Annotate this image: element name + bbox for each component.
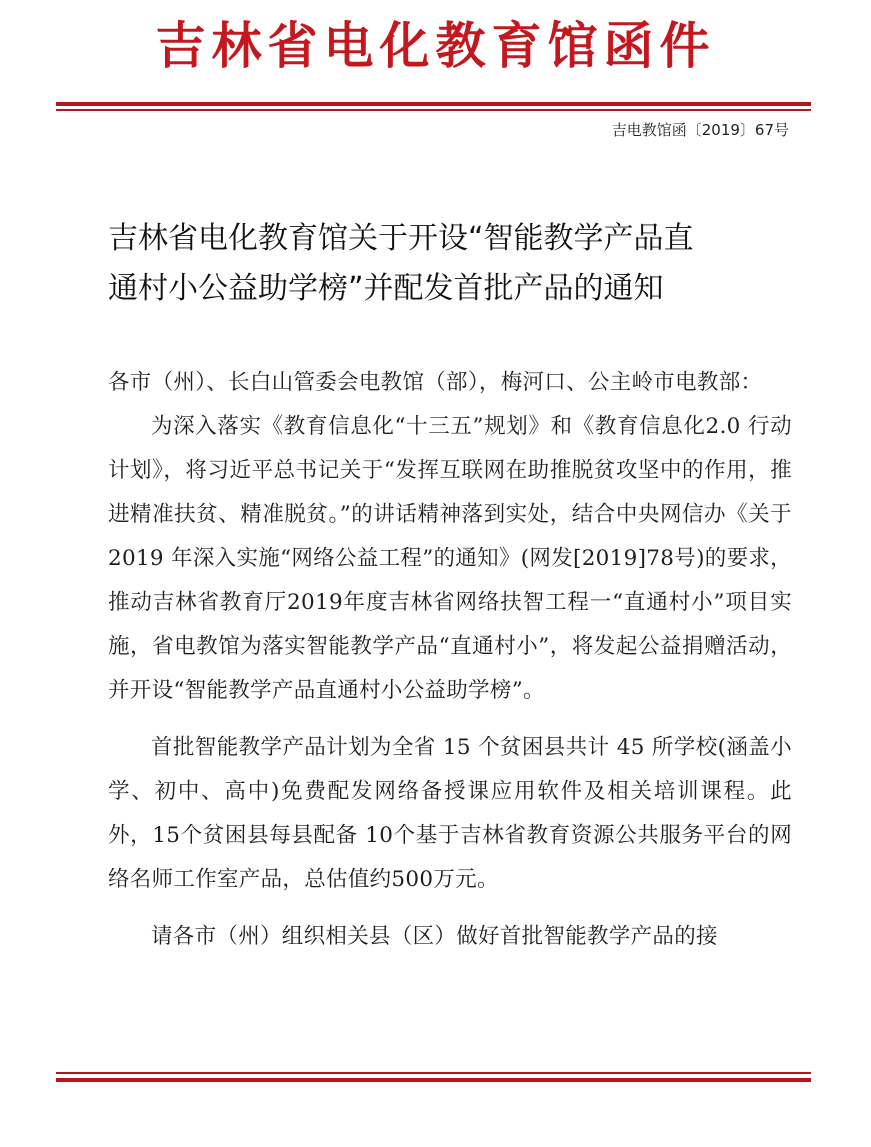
footer-divider-thin [56, 1072, 811, 1074]
document-number: 吉电教馆函〔2019〕67号 [611, 121, 789, 139]
header-divider-thick [56, 102, 811, 106]
footer-divider-thick [56, 1078, 811, 1082]
header-divider-thin [56, 109, 811, 111]
paragraph-3: 请各市（州）组织相关县（区）做好首批智能教学产品的接 [151, 924, 718, 949]
title-line-2: 通村小公益助学榜”并配发首批产品的通知 [108, 271, 664, 306]
letterhead-title: 吉林省电化教育馆函件 [155, 17, 716, 75]
salutation: 各市（州）、长白山管委会电教馆（部），梅河口、公主岭市电教部： [108, 370, 763, 395]
title-line-1: 吉林省电化教育馆关于开设“智能教学产品直 [108, 221, 694, 256]
document-title [108, 214, 808, 314]
paragraph-2: 首批智能教学产品计划为全省 15 个贫困县共计 45 所学校(涵盖小学、初中、高中)免费配发网络备授课应用软件及相关培训课程。此外，15个贫困县每县配备 10个基于吉林省教育资源公共服务平台的网络名师工作室产品，总估值约500万元。 [108, 735, 792, 892]
document-body [108, 361, 792, 959]
paragraph-1: 为深入落实《教育信息化“十三五”规划》和《教育信息化2.0 行动计划》，将习近平总书记关于“发挥互联网在助推脱贫攻坚中的作用，推进精准扶贫、精准脱贫。”的讲话精神落到实处，结合中央网信办《关于 2019 年深入实施“网络公益工程”的通知》(网发[2019]78号)的要求，推动吉林省教育厅2019年度吉林省网络扶智工程一“直通村小”项目实施，省电教馆为落实智能教学产品“直通村小”，将发起公益捐赠活动，并开设“智能教学产品直通村小公益助学榜”。 [108, 414, 792, 703]
